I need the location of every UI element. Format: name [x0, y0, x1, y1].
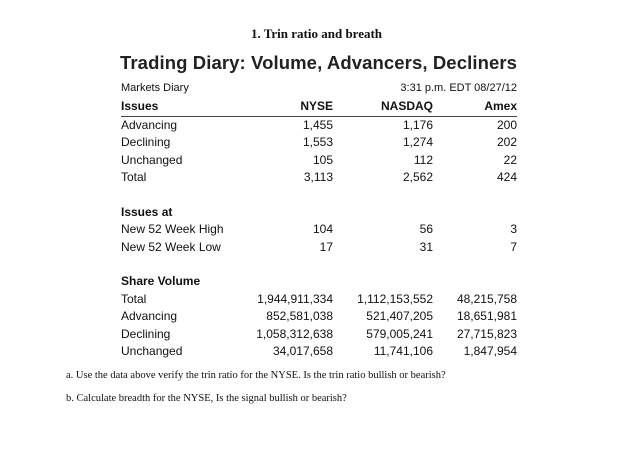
page-title: Trading Diary: Volume, Advancers, Decliners	[120, 52, 518, 73]
nyse-value: 1,058,312,638	[256, 326, 333, 341]
spacer-row	[121, 256, 517, 273]
table-row	[121, 343, 517, 361]
section-header-issues-at	[121, 204, 517, 222]
nyse-value: 852,581,038	[266, 309, 333, 323]
nyse-value: 105	[312, 152, 333, 167]
markets-diary-table	[121, 98, 517, 361]
table-row	[121, 221, 517, 239]
table-row	[121, 134, 517, 152]
row-label: New 52 Week High	[121, 222, 224, 236]
amex-value: 1,847,954	[463, 344, 517, 358]
column-header-nyse: NYSE	[241, 98, 333, 116]
row-label: Advancing	[121, 117, 178, 132]
table-header-row	[121, 98, 517, 116]
table-row	[121, 239, 517, 257]
column-header-amex: Amex	[433, 98, 517, 116]
amex-value: 22	[503, 152, 517, 167]
section-header-share-volume	[121, 273, 517, 291]
table-row	[121, 326, 517, 344]
row-label: Declining	[121, 135, 171, 149]
amex-value: 7	[510, 239, 517, 254]
row-label: Declining	[121, 326, 171, 341]
spacer-row	[121, 187, 517, 204]
column-header-nasdaq: NASDAQ	[333, 98, 433, 116]
question-a: a. Use the data above verify the trin ratio for the NYSE. Is the trin ratio bullish or bearish?	[66, 370, 446, 381]
row-label: New 52 Week Low	[121, 239, 221, 254]
amex-value: 27,715,823	[456, 326, 517, 341]
table-row	[121, 116, 517, 134]
nasdaq-value: 1,176	[402, 117, 433, 132]
nasdaq-value: 1,112,153,552	[357, 291, 433, 306]
amex-value: 424	[496, 170, 517, 184]
markets-diary-label: Markets Diary	[121, 82, 189, 94]
problem-heading: 1. Trin ratio and breath	[250, 26, 383, 41]
row-label: Unchanged	[121, 344, 183, 358]
nyse-value: 34,017,658	[272, 344, 333, 358]
nyse-value: 1,553	[302, 135, 333, 149]
timestamp: 3:31 p.m. EDT 08/27/12	[400, 82, 517, 94]
section-label: Issues at	[121, 204, 173, 219]
nyse-value: 3,113	[303, 170, 333, 184]
column-header-issues: Issues	[121, 98, 241, 116]
nyse-value: 104	[312, 222, 333, 236]
amex-value: 200	[496, 117, 517, 132]
section-label: Share Volume	[121, 274, 201, 288]
amex-value: 48,215,758	[456, 291, 517, 306]
row-label: Advancing	[121, 309, 178, 323]
nasdaq-value: 112	[413, 152, 433, 167]
nasdaq-value: 11,741,106	[373, 344, 433, 358]
amex-value: 3	[510, 222, 517, 236]
nasdaq-value: 1,274	[402, 135, 433, 149]
table-row	[121, 308, 517, 326]
nasdaq-value: 579,005,241	[366, 326, 433, 341]
nyse-value: 1,455	[302, 117, 333, 132]
table-row	[121, 169, 517, 187]
amex-value: 18,651,981	[456, 309, 517, 323]
nyse-value: 17	[319, 239, 333, 254]
nyse-value: 1,944,911,334	[257, 291, 333, 306]
nasdaq-value: 56	[419, 222, 433, 236]
row-label: Total	[121, 291, 147, 306]
question-b: b. Calculate breadth for the NYSE, Is the signal bullish or bearish?	[66, 393, 347, 404]
amex-value: 202	[496, 135, 517, 149]
nasdaq-value: 31	[419, 239, 433, 254]
row-label: Total	[121, 170, 147, 184]
table-row	[121, 152, 517, 170]
nasdaq-value: 521,407,205	[366, 309, 433, 323]
row-label: Unchanged	[121, 152, 183, 167]
table-row	[121, 291, 517, 309]
nasdaq-value: 2,562	[402, 170, 433, 184]
